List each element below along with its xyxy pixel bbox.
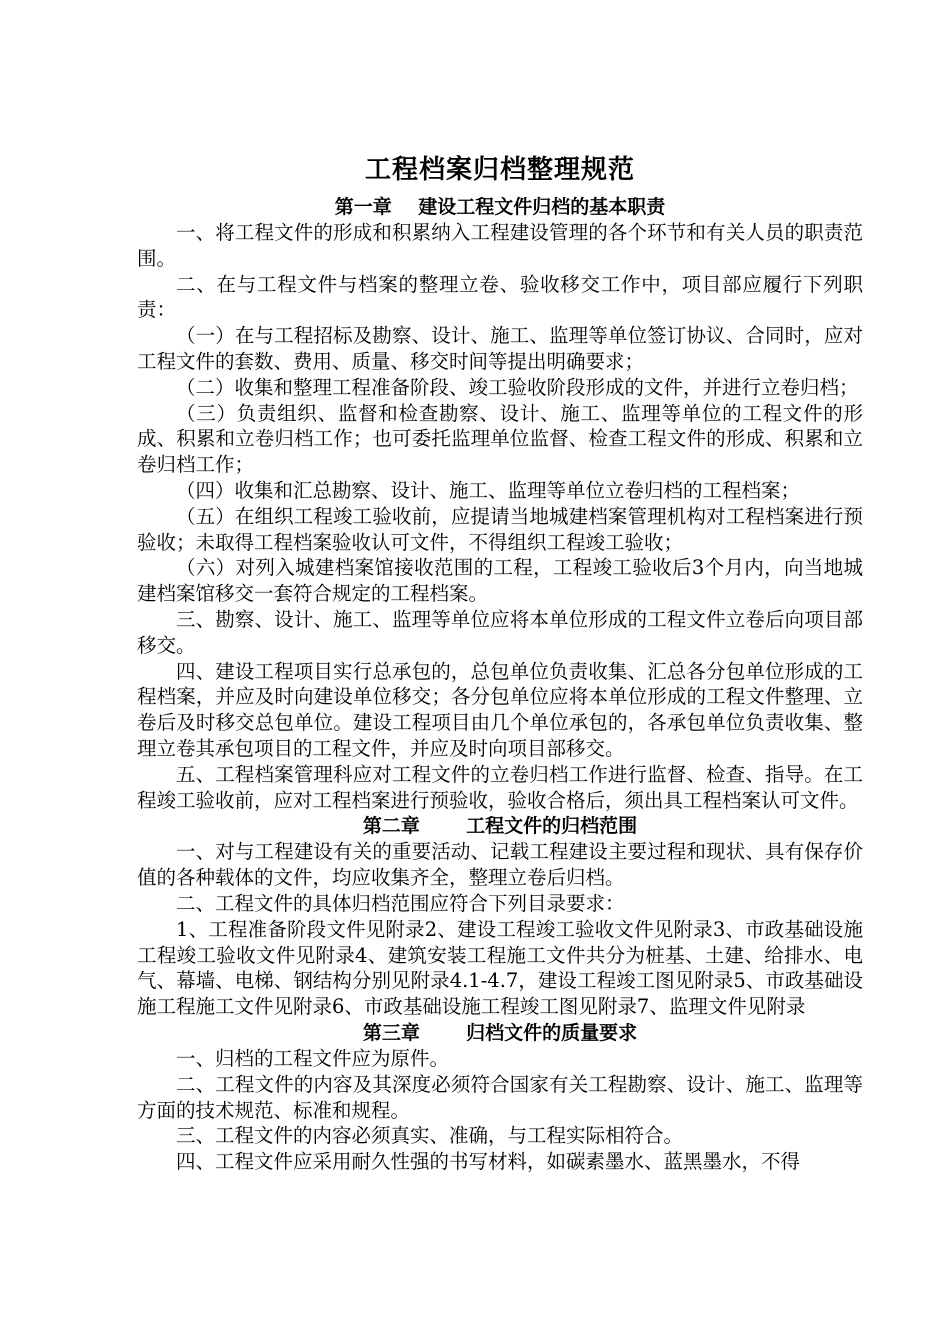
paragraph: 四、工程文件应采用耐久性强的书写材料，如碳素墨水、蓝黑墨水，不得 bbox=[176, 1150, 801, 1174]
paragraph: 一、归档的工程文件应为原件。 bbox=[176, 1046, 450, 1070]
paragraph: 一、对与工程建设有关的重要活动、记载工程建设主要过程和现状、具有保存价值的各种载体的文件，均应收集齐全，整理立卷后归档。 bbox=[137, 840, 863, 890]
paragraph: （二）收集和整理工程准备阶段、竣工验收阶段形成的文件，并进行立卷归档； bbox=[176, 375, 859, 399]
chapter-3 bbox=[137, 1020, 863, 1175]
paragraph: （五）在组织工程竣工验收前，应提请当地城建档案管理机构对工程档案进行预验收；未取得工程档案验收认可文件，不得组织工程竣工验收； bbox=[137, 504, 863, 554]
paragraph: （四）收集和汇总勘察、设计、施工、监理等单位立卷归档的工程档案； bbox=[176, 478, 801, 502]
chapter-heading: 第二章 工程文件的归档范围 bbox=[362, 815, 638, 838]
paragraph: 二、工程文件的具体归档范围应符合下列目录要求： bbox=[176, 891, 625, 915]
paragraph: （六）对列入城建档案馆接收范围的工程，工程竣工验收后3个月内，向当地城建档案馆移交一套符合规定的工程档案。 bbox=[137, 556, 863, 606]
paragraph: 一、将工程文件的形成和积累纳入工程建设管理的各个环节和有关人员的职责范围。 bbox=[137, 221, 863, 270]
document-page bbox=[137, 148, 863, 1175]
paragraph: 三、工程文件的内容必须真实、准确，与工程实际相符合。 bbox=[176, 1124, 684, 1148]
paragraph: 三、勘察、设计、施工、监理等单位应将本单位形成的工程文件立卷后向项目部移交。 bbox=[137, 607, 863, 657]
paragraph: 二、在与工程文件与档案的整理立卷、验收移交工作中，项目部应履行下列职责： bbox=[137, 272, 863, 322]
paragraph: 1、工程准备阶段文件见附录2、建设工程竣工验收文件见附录3、市政基础设施工程竣工验收文件见附录4、建筑安装工程施工文件共分为桩基、土建、给排水、电气、幕墙、电梯、钢结构分别见附录4.1-4.7，建设工程竣工图见附录5、市政基础设施工程施工文件见附录6、市政基础设施工程竣工图见附录7、监理文件见附录 bbox=[137, 917, 863, 1019]
document-title: 工程档案归档整理规范 bbox=[364, 155, 635, 185]
chapter-heading: 第三章 归档文件的质量要求 bbox=[362, 1021, 638, 1044]
paragraph: （三）负责组织、监督和检查勘察、设计、施工、监理等单位的工程文件的形成、积累和立卷归档工作；也可委托监理单位监督、检查工程文件的形成、积累和立卷归档工作； bbox=[137, 401, 863, 477]
chapter-heading: 第一章 建设工程文件归档的基本职责 bbox=[334, 196, 666, 218]
paragraph: 五、工程档案管理科应对工程文件的立卷归档工作进行监督、检查、指导。在工程竣工验收前，应对工程档案进行预验收，验收合格后，须出具工程档案认可文件。 bbox=[137, 762, 863, 812]
chapter-1 bbox=[137, 194, 863, 813]
paragraph: 四、建设工程项目实行总承包的，总包单位负责收集、汇总各分包单位形成的工程档案，并应及时向建设单位移交；各分包单位应将本单位形成的工程文件整理、立卷后及时移交总包单位。建设工程项目由几个单位承包的，各承包单位负责收集、整理立卷其承包项目的工程文件，并应及时向项目部移交。 bbox=[137, 659, 863, 760]
paragraph: 二、工程文件的内容及其深度必须符合国家有关工程勘察、设计、施工、监理等方面的技术规范、标准和规程。 bbox=[137, 1072, 863, 1122]
chapter-2 bbox=[137, 813, 863, 1020]
paragraph: （一）在与工程招标及勘察、设计、施工、监理等单位签订协议、合同时，应对工程文件的套数、费用、质量、移交时间等提出明确要求； bbox=[137, 324, 863, 373]
